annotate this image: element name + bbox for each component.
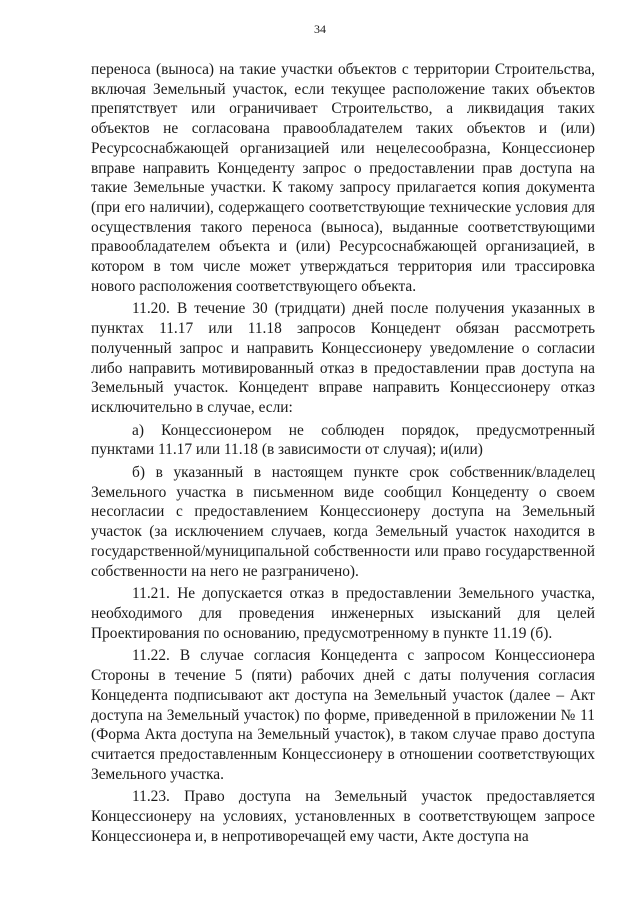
paragraph-11-20: 11.20. В течение 30 (тридцати) дней после получения указанных в пунктах 11.17 или 11.18 запросов Концедент обязан рассмотреть полученный запрос и направить Концессионеру уведомление о согласии либо направить мотивированный отказ в предоставлении прав доступа на Земельный участок. Концедент вправе направить Концессионеру отказ исключительно в случае, если: [91,300,595,416]
paragraph-11-23: 11.23. Право доступа на Земельный участок предоставляется Концессионеру на условиях, установленных в соответствующем запросе Концессионера и, в непротиворечащей ему части, Акте доступа на [91,788,595,845]
page-number: 34 [314,22,326,36]
paragraph-11-21: 11.21. Не допускается отказ в предоставлении Земельного участка, необходимого для проведения инженерных изысканий для целей Проектирования по основанию, предусмотренному в пункте 11.19 (б). [91,585,595,642]
paragraph-11-20-a: а) Концессионером не соблюден порядок, предусмотренный пунктами 11.17 или 11.18 (в зависимости от случая); и(или) [91,421,595,459]
paragraph-11-22: 11.22. В случае согласия Концедента с запросом Концессионера Стороны в течение 5 (пяти) рабочих дней с даты получения согласия Концедента подписывают акт доступа на Земельный участок (далее – Акт доступа на Земельный участок) по форме, приведенной в приложении № 11 (Форма Акта доступа на Земельный участок), в таком случае право доступа считается предоставленным Концессионеру в отношении соответствующих Земельного участка. [91,647,595,783]
document-body [91,60,595,846]
paragraph-11-20-b: б) в указанный в настоящем пункте срок собственник/владелец Земельного участка в письменном виде сообщил Концеденту о своем несогласии с предоставлением Концессионеру доступа на Земельный участок (за исключением случаев, когда Земельный участок находится в государственной/муниципальной собственности или право государственной собственности на него не разграничено). [91,464,595,580]
paragraph-continuation: переноса (выноса) на такие участки объектов с территории Строительства, включая Земельный участок, если текущее расположение таких объектов препятствует или ограничивает Строительство, а ликвидация таких объектов не согласована правообладателем таких объектов и (или) Ресурсоснабжающей организацией или нецелесообразна, Концессионер вправе направить Концеденту запрос о предоставлении прав доступа на такие Земельные участки. К такому запросу прилагается копия документа (при его наличии), содержащего соответствующие технические условия для осуществления такого переноса (выноса), выданные соответствующими правообладателем объекта и (или) Ресурсоснабжающей организацией, в котором в том числе может утверждаться территория или трассировка нового расположения соответствующего объекта. [91,61,595,295]
